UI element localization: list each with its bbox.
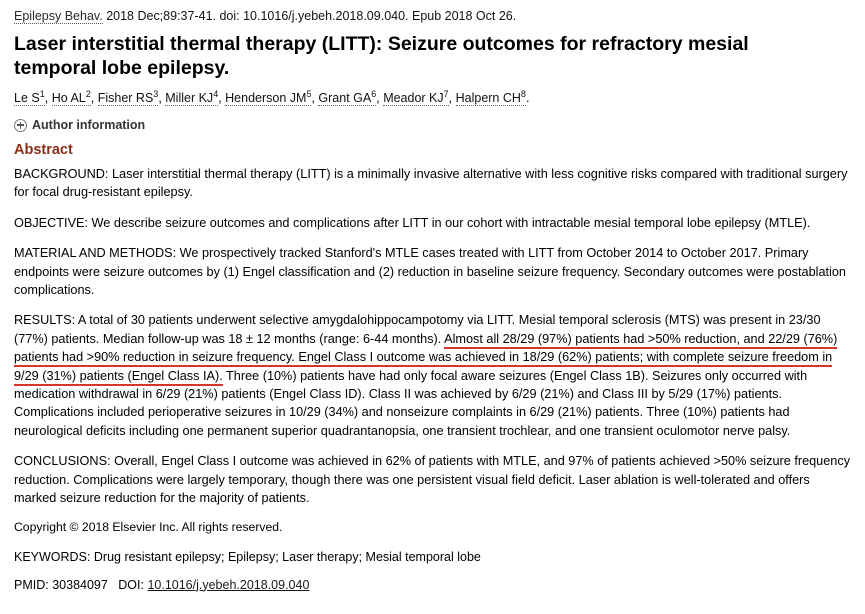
author-affiliation-marker: 1 [39, 88, 45, 99]
abstract-section-conclusions [14, 452, 851, 507]
author-name: Le S [14, 91, 40, 105]
author-affiliation-marker: 3 [153, 88, 159, 99]
pmid-label: PMID: [14, 577, 49, 592]
author-link[interactable] [225, 88, 312, 106]
abstract-section-objective [14, 214, 851, 232]
pmid-value: 30384097 [52, 577, 108, 592]
author-affiliation-marker: 2 [85, 88, 91, 99]
doi-label: DOI: [118, 577, 144, 592]
copyright-text: Copyright © 2018 Elsevier Inc. All rights reserved. [14, 519, 283, 534]
section-text-pre-highlight: A total of 30 patients underwent selective amygdalohippocampotomy via LITT. Mesial temporal sclerosis (MTS) was present in 23/30 (77%) patients. Median follow-up was 18 ± 12 months (range: 6-44 months). [14, 313, 821, 346]
keywords-value: Drug resistant epilepsy; Epilepsy; Laser therapy; Mesial temporal lobe [90, 549, 481, 564]
author-name: Grant GA [318, 91, 372, 105]
author-affiliation-marker: 5 [306, 88, 312, 99]
author-link[interactable] [14, 88, 45, 106]
plus-icon [14, 119, 27, 132]
author-affiliation-marker: 8 [520, 88, 526, 99]
abstract-section-methods [14, 244, 851, 299]
author-separator: , [90, 91, 98, 105]
author-list [14, 90, 851, 107]
citation-details: 2018 Dec;89:37-41. doi: 10.1016/j.yebeh.2018.09.040. Epub 2018 Oct 26. [102, 9, 517, 23]
author-link[interactable] [318, 88, 377, 106]
author-affiliation-marker: 7 [443, 88, 449, 99]
citation-line [14, 8, 851, 24]
author-separator: , [376, 91, 384, 105]
doi-link[interactable]: 10.1016/j.yebeh.2018.09.040 [147, 577, 310, 592]
author-information-label: Author information [32, 118, 146, 132]
section-text: Overall, Engel Class I outcome was achieved in 62% of patients with MTLE, and 97% of patients achieved >50% seizure frequency reduction. Complications were largely temporary, though there was one persistent visual field deficit. Laser ablation is well-tolerated and offers marked seizure reduction for the majority of patients. [14, 454, 851, 506]
author-separator: , [218, 91, 226, 105]
section-label: MATERIAL AND METHODS: [14, 246, 177, 261]
section-text: We describe seizure outcomes and complications after LITT in our cohort with intractable mesial temporal lobe epilepsy (MTLE). [88, 215, 811, 230]
author-link[interactable] [51, 88, 91, 106]
author-name: Henderson JM [225, 91, 307, 105]
abstract-section-background [14, 165, 851, 202]
abstract-section-results [14, 311, 851, 440]
author-separator: . [525, 91, 530, 105]
author-separator: , [311, 91, 319, 105]
author-link[interactable] [97, 88, 159, 106]
author-separator: , [44, 91, 52, 105]
keywords-line [14, 550, 851, 564]
section-text: We prospectively tracked Stanford's MTLE cases treated with LITT from October 2014 to October 2017. Primary endpoints were seizure outcomes by (1) Engel classification and (2) reduction in baseline seizure frequency. Secondary outcomes were postablation complications. [14, 246, 846, 298]
author-name: Ho AL [51, 91, 86, 105]
section-label: BACKGROUND: [14, 167, 109, 181]
author-name: Miller KJ [165, 91, 214, 105]
author-link[interactable] [165, 88, 219, 106]
journal-link[interactable]: Epilepsy Behav. [14, 9, 103, 23]
section-label: OBJECTIVE: [14, 215, 89, 230]
author-information-toggle[interactable] [14, 118, 145, 132]
section-label: RESULTS: [14, 313, 76, 328]
section-text-post-highlight: Three (10%) patients have had only focal aware seizures (Engel Class 1B). Seizures only occurred with medication withdrawal in 6/29 (21%) patients (Engel Class ID). Class II was achieved by 6/29 (21%) and Class III by 5/29 (17%) patients. Complications included perioperative seizures in 10/29 (34%) and nonseizure complaints in 6/29 (21%) patients. Three (10%) patients had neurological deficits including one permanent superior quadrantanopsia, one transient trochlear, and one transient oculomotor nerve palsy. [14, 368, 808, 438]
author-link[interactable] [455, 88, 526, 106]
section-text: Laser interstitial thermal therapy (LITT) is a minimally invasive alternative with less cognitive risks compared with traditional surgery for focal drug-resistant epilepsy. [14, 167, 848, 200]
abstract-heading: Abstract [14, 142, 73, 158]
section-label: CONCLUSIONS: [14, 454, 111, 469]
author-name: Meador KJ [383, 91, 444, 105]
author-name: Halpern CH [455, 91, 521, 105]
page-title: Laser interstitial thermal therapy (LITT): Seizure outcomes for refractory mesial temporal lobe epilepsy. [14, 33, 749, 79]
author-separator: , [158, 91, 166, 105]
identifier-line [14, 578, 851, 592]
author-affiliation-marker: 6 [371, 88, 377, 99]
highlighted-text: Almost all 28/29 (97%) patients had >50% reduction, and 22/29 (76%) patients had >90% reduction in seizure frequency. Engel Class I outcome was achieved in 18/29 (62%) patients; with complete seizure freedom in 9/29 (31%) patients (Engel Class IA). [14, 332, 837, 386]
keywords-label: KEYWORDS: [14, 549, 91, 564]
author-affiliation-marker: 4 [213, 88, 219, 99]
author-link[interactable] [383, 88, 449, 106]
author-separator: , [448, 91, 456, 105]
author-name: Fisher RS [97, 91, 154, 105]
